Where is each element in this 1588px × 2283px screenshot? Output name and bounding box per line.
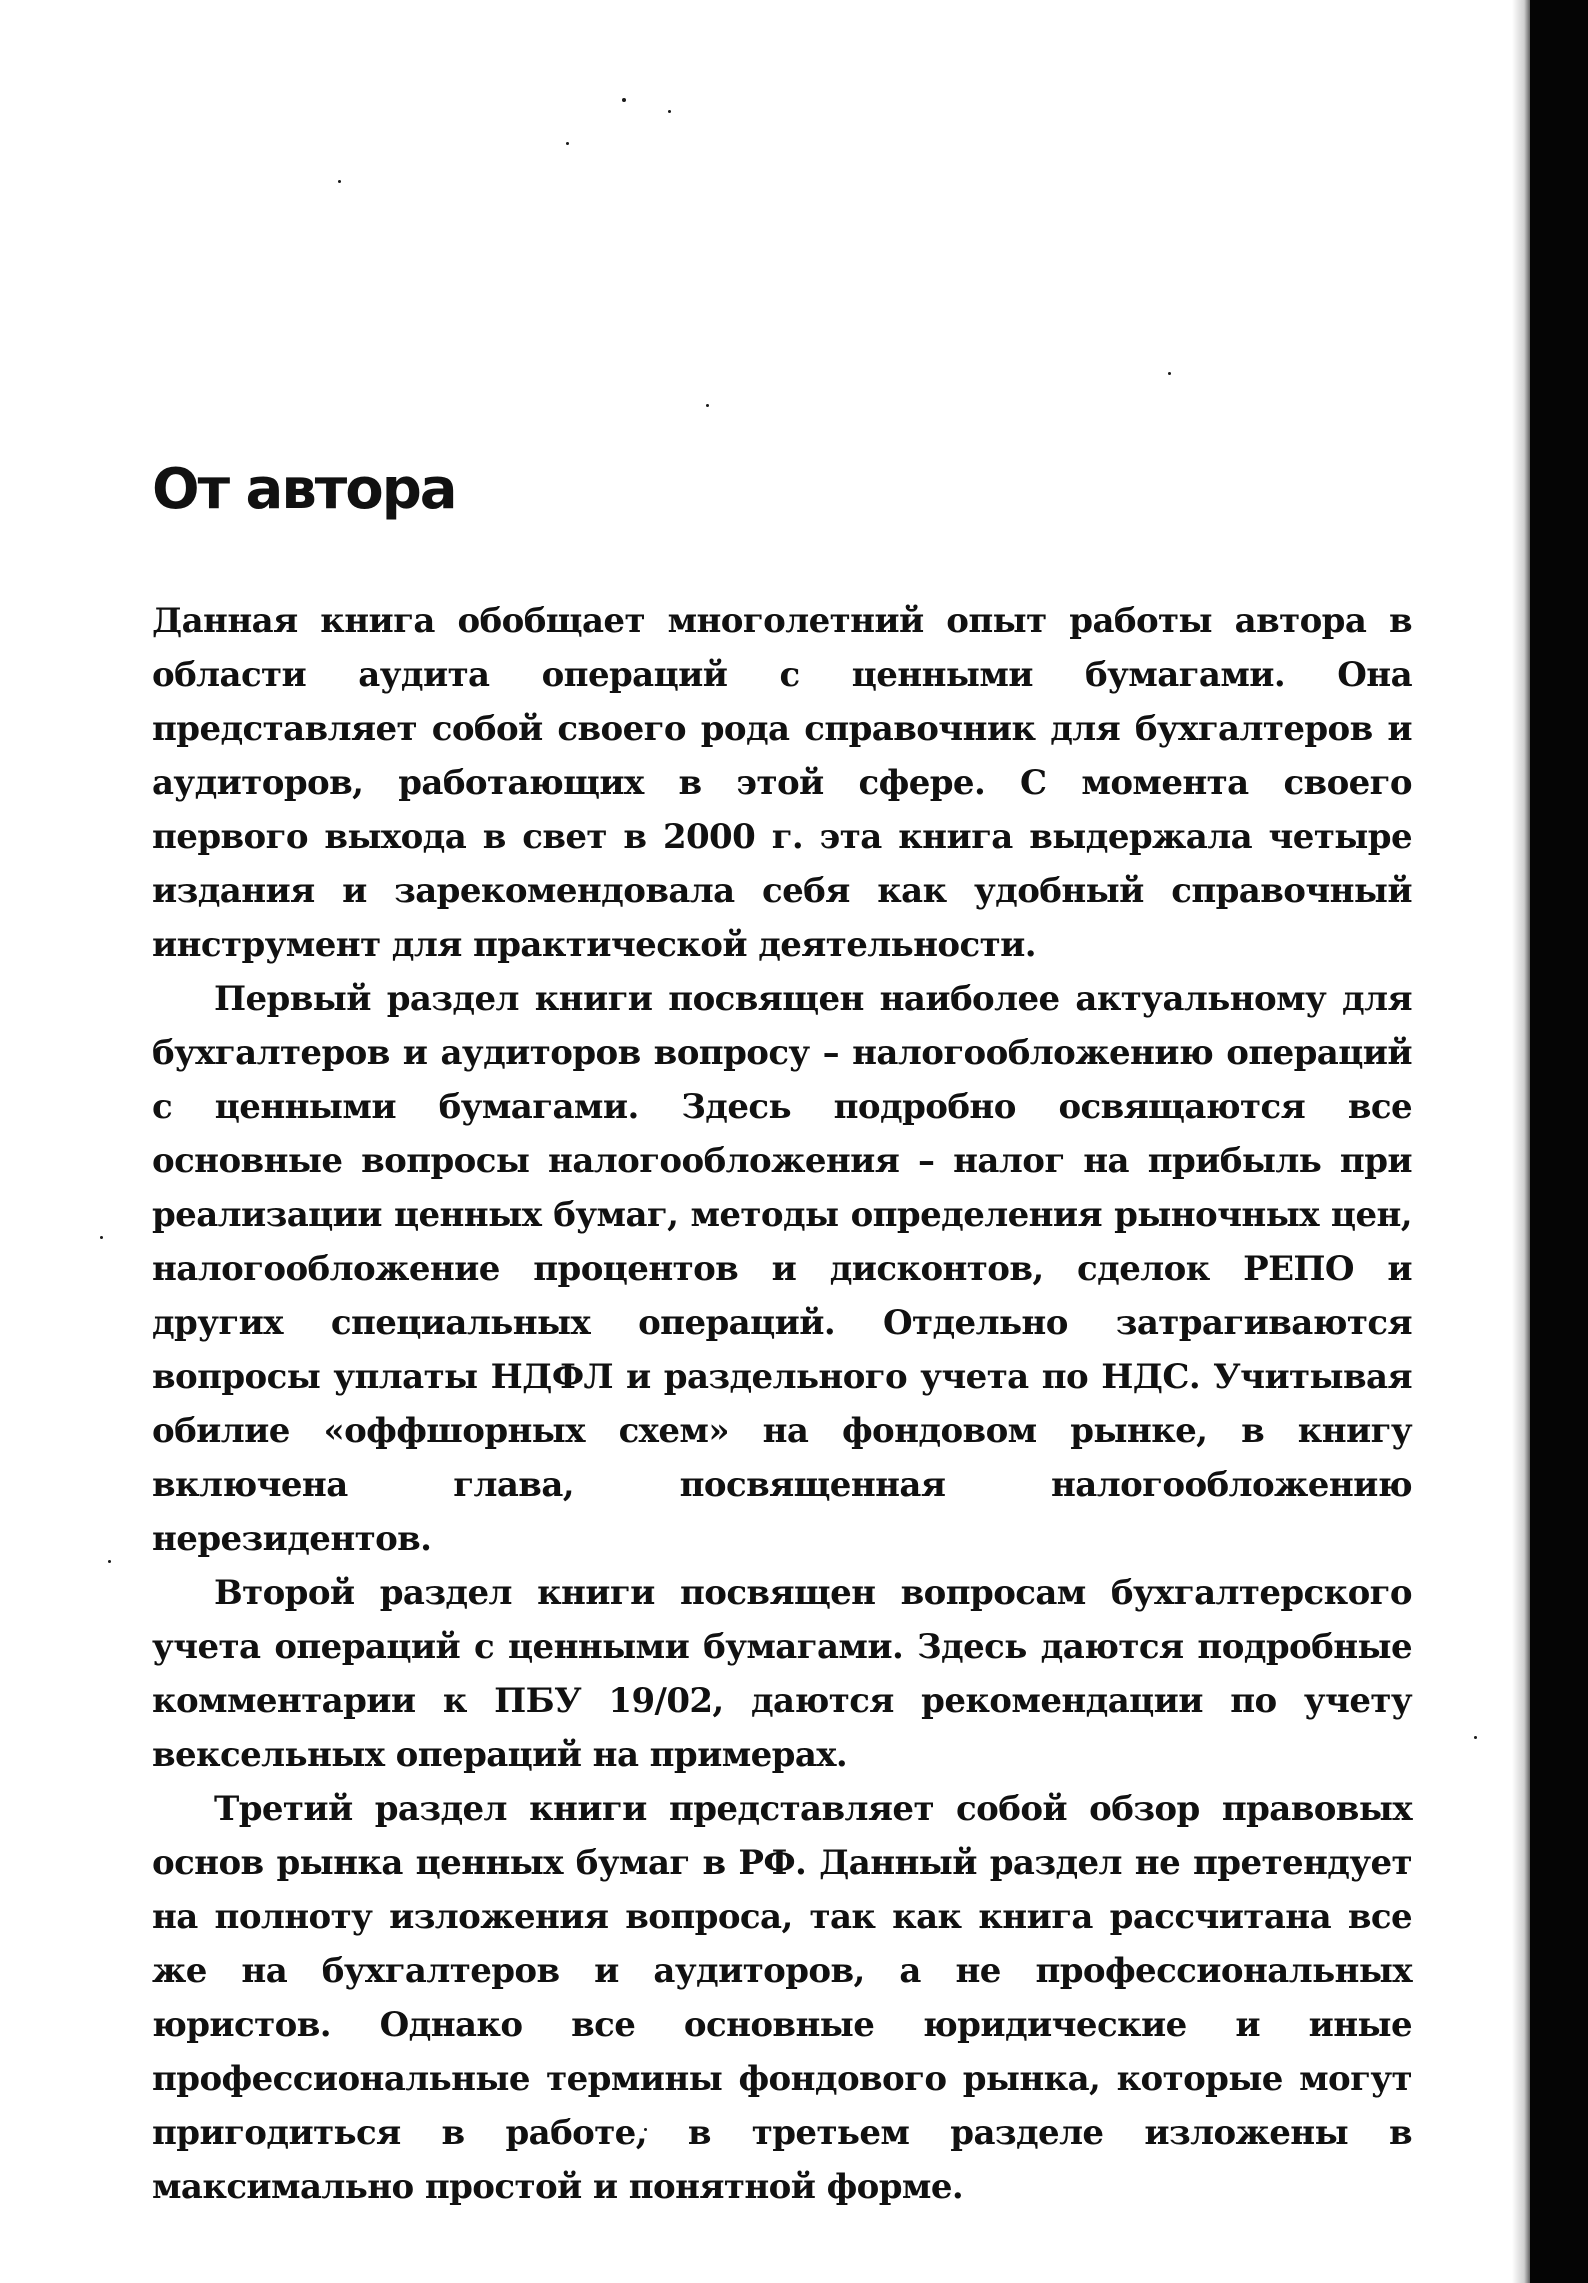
scan-speck [706,404,709,407]
scan-speck [108,1560,111,1563]
scan-speck [566,142,569,145]
page-title: От автора [152,457,456,522]
scan-speck [338,180,341,183]
scan-speck [1168,372,1171,375]
scan-speck [668,110,671,113]
paragraph-intro: Данная книга обобщает многолетний опыт работы автора в области аудита операций с ценными бумагами. Она представляет собой своего рода справочник для бухгалтеров и аудиторов, работающих в этой сфере. С момента своего первого выхода в свет в 2000 г. эта книга выдержала четыре издания и зарекомендовала себя как удобный справочный инструмент для практической деятельности. [152,601,1412,965]
body-text [152,594,1412,2214]
scan-border [1530,0,1588,2283]
scan-speck [100,1236,103,1239]
scan-speck [622,98,626,102]
paragraph-first-section: Первый раздел книги посвящен наиболее актуальному для бухгалтеров и аудиторов вопросу – налогообложению операций с ценными бумагами. Здесь подробно освящаются все основные вопросы налогообложения – налог на прибыль при реализации ценных бумаг, методы определения рыночных цен, налогообложение процентов и дисконтов, сделок РЕПО и других специальных операций. Отдельно затрагиваются вопросы уплаты НДФЛ и раздельного учета по НДС. Учитывая обилие «оффшорных схем» на фондовом рынке, в книгу включена глава, посвященная налогообложению нерезидентов. [152,979,1412,1559]
paragraph-second-section: Второй раздел книги посвящен вопросам бухгалтерского учета операций с ценными бумагами. Здесь даются подробные комментарии к ПБУ 19/02, даются рекомендации по учету вексельных операций на примерах. [152,1573,1412,1775]
paragraph-third-section: Третий раздел книги представляет собой обзор правовых основ рынка ценных бумаг в РФ. Данный раздел не претендует на полноту изложения вопроса, так как книга рассчитана все же на бухгалтеров и аудиторов, а не профессиональных юристов. Однако все основные юридические и иные профессиональные термины фондового рынка, которые могут пригодиться в работе, в третьем разделе изложены в максимально простой и понятной форме. [152,1789,1412,2207]
scan-speck [1474,1736,1477,1739]
